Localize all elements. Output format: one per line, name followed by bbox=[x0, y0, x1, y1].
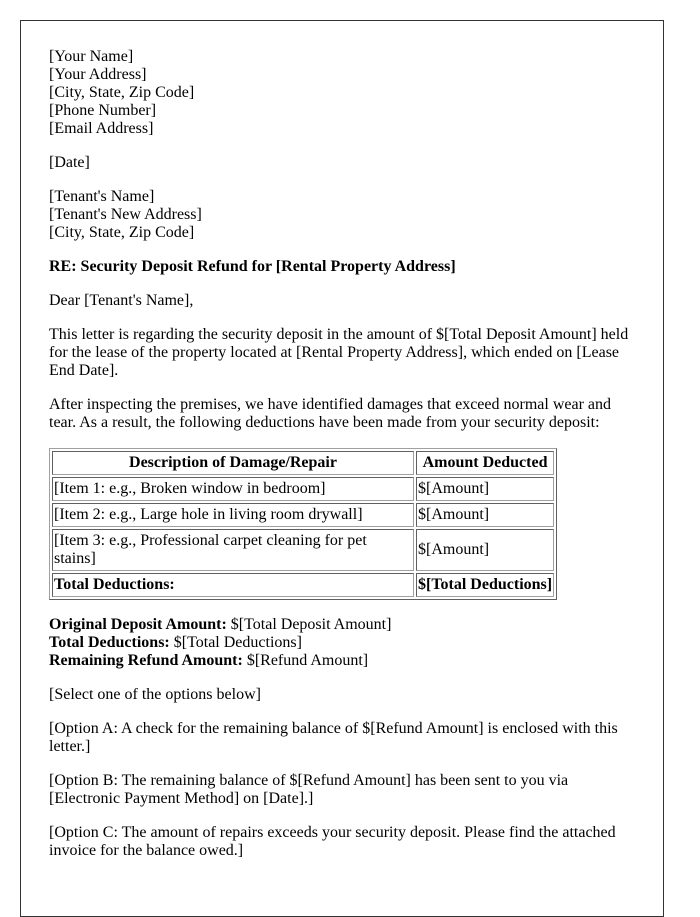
summary-refund bbox=[49, 652, 635, 670]
summary-deductions-label: Total Deductions: bbox=[49, 634, 170, 651]
sender-block bbox=[49, 48, 635, 138]
salutation: Dear [Tenant's Name], bbox=[49, 292, 194, 309]
option-c: [Option C: The amount of repairs exceeds your security deposit. Please find the attached invoice for the balance owed.] bbox=[49, 824, 616, 859]
recipient-name: [Tenant's Name] bbox=[49, 188, 155, 205]
summary-original-value: $[Total Deposit Amount] bbox=[226, 616, 392, 633]
inspection-paragraph: After inspecting the premises, we have identified damages that exceed normal wear and tear. As a result, the following deductions have been made from your security deposit: bbox=[49, 396, 611, 431]
letter-date: [Date] bbox=[49, 154, 90, 171]
summary-refund-value: $[Refund Amount] bbox=[242, 652, 369, 669]
row-description: [Item 2: e.g., Large hole in living room drywall] bbox=[52, 503, 414, 527]
row-amount: $[Amount] bbox=[416, 529, 554, 571]
summary-original-label: Original Deposit Amount: bbox=[49, 616, 227, 633]
row-description: [Item 3: e.g., Professional carpet cleaning for pet stains] bbox=[52, 529, 414, 571]
summary-deductions bbox=[49, 634, 635, 652]
table-total-row bbox=[52, 573, 554, 597]
recipient-city-state-zip: [City, State, Zip Code] bbox=[49, 224, 195, 241]
row-description: [Item 1: e.g., Broken window in bedroom] bbox=[52, 477, 414, 501]
table-header-row bbox=[52, 451, 554, 475]
summary-original bbox=[49, 616, 635, 634]
sender-address: [Your Address] bbox=[49, 66, 147, 83]
sender-phone: [Phone Number] bbox=[49, 102, 157, 119]
total-amount: $[Total Deductions] bbox=[416, 573, 554, 597]
header-amount: Amount Deducted bbox=[416, 451, 554, 475]
intro-paragraph: This letter is regarding the security deposit in the amount of $[Total Deposit Amount] held for the lease of the property located at [Rental Property Address], which ended on [Lease End Date]. bbox=[49, 326, 629, 379]
recipient-address: [Tenant's New Address] bbox=[49, 206, 202, 223]
summary-refund-label: Remaining Refund Amount: bbox=[49, 652, 243, 669]
table-row bbox=[52, 503, 554, 527]
deductions-table bbox=[49, 448, 557, 600]
recipient-block bbox=[49, 188, 635, 242]
sender-city-state-zip: [City, State, Zip Code] bbox=[49, 84, 195, 101]
sender-name: [Your Name] bbox=[49, 48, 134, 65]
table-row bbox=[52, 477, 554, 501]
header-description: Description of Damage/Repair bbox=[52, 451, 414, 475]
table-row bbox=[52, 529, 554, 571]
row-amount: $[Amount] bbox=[416, 503, 554, 527]
row-amount: $[Amount] bbox=[416, 477, 554, 501]
total-label: Total Deductions: bbox=[52, 573, 414, 597]
options-instruction: [Select one of the options below] bbox=[49, 686, 261, 703]
subject-line: RE: Security Deposit Refund for [Rental Property Address] bbox=[49, 258, 456, 275]
summary-block bbox=[49, 616, 635, 670]
option-a: [Option A: A check for the remaining balance of $[Refund Amount] is enclosed with this letter.] bbox=[49, 720, 618, 755]
summary-deductions-value: $[Total Deductions] bbox=[169, 634, 302, 651]
sender-email: [Email Address] bbox=[49, 120, 154, 137]
option-b: [Option B: The remaining balance of $[Refund Amount] has been sent to you via [Electronic Payment Method] on [Date].] bbox=[49, 772, 569, 807]
letter-container bbox=[20, 20, 664, 917]
